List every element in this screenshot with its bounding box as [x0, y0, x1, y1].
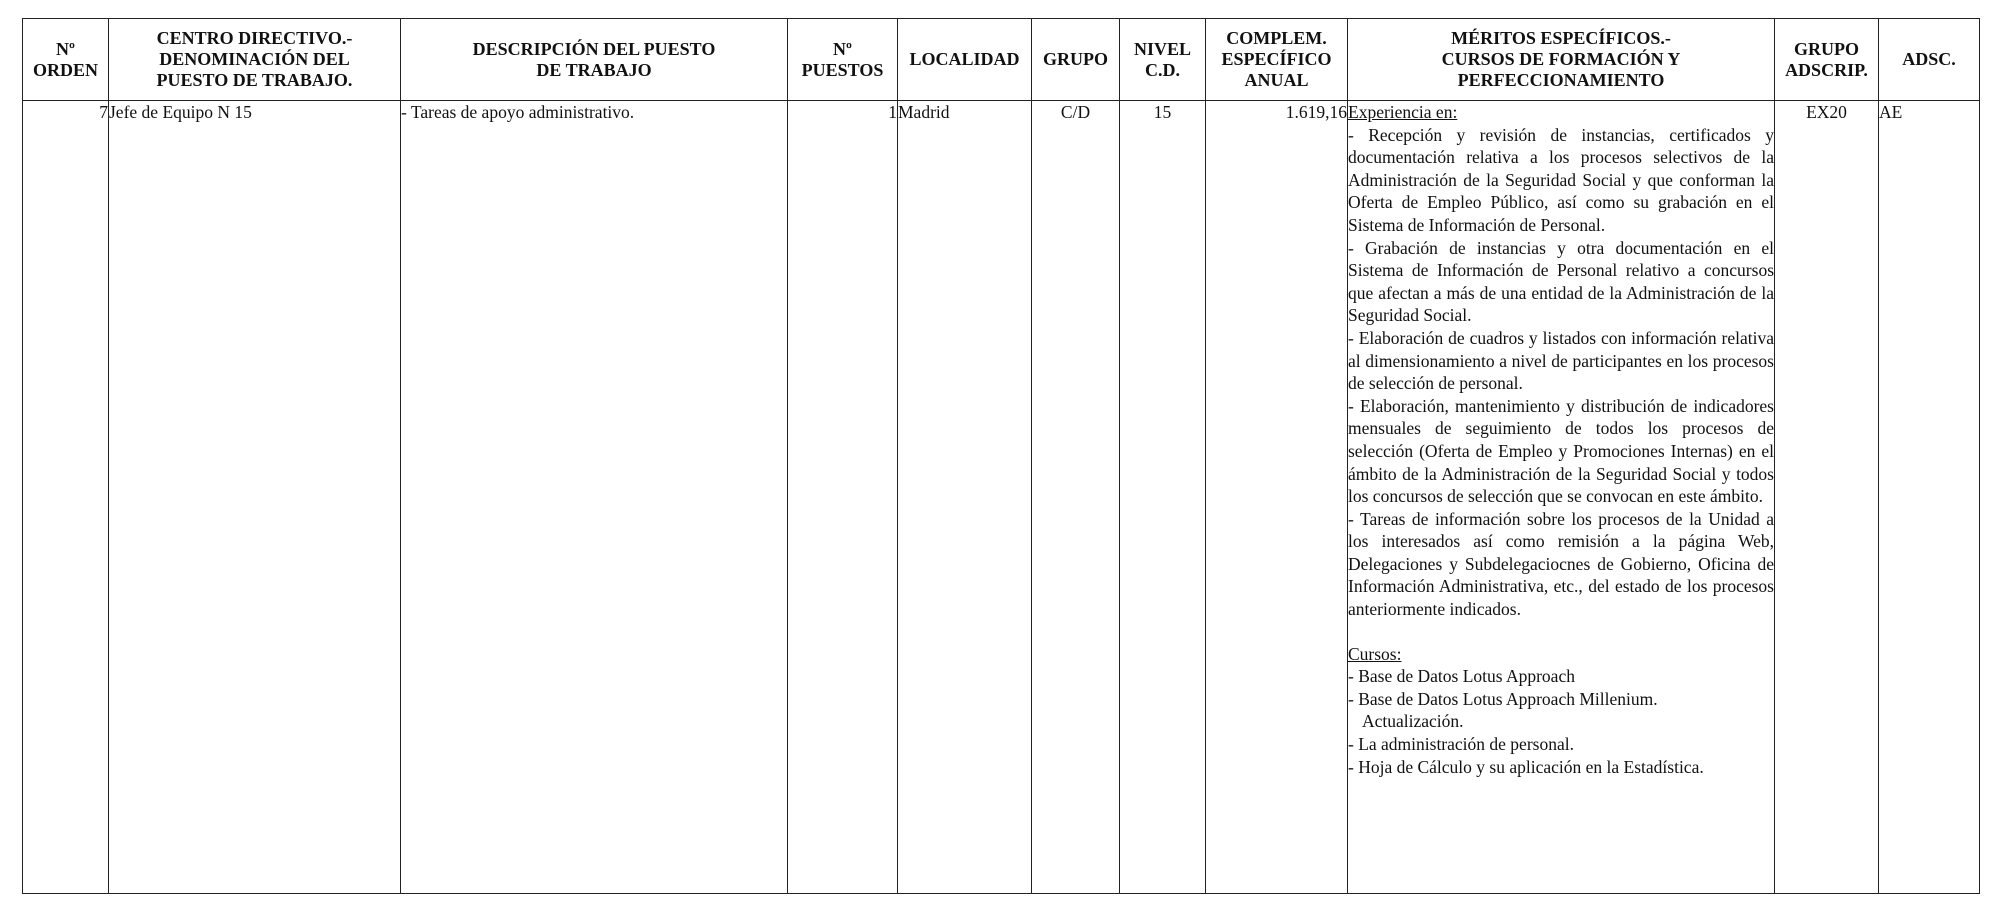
cell-grupo-adscrip: EX20 [1775, 101, 1879, 894]
cell-centro: Jefe de Equipo N 15 [109, 101, 401, 894]
curso-item [1348, 756, 1774, 779]
header-orden [23, 19, 109, 101]
header-line: ADSCRIP. [1785, 59, 1868, 80]
cursos-section [1348, 643, 1774, 779]
header-line: COMPLEM. [1226, 28, 1327, 48]
header-line: GRUPO [1043, 49, 1108, 69]
header-line: PUESTOS [801, 59, 884, 80]
experiencia-item: - Tareas de información sobre los procesos de la Unidad a los interesados así como remisión a la página Web, Delegaciones y Subdelegaciocnes de Gobierno, Oficina de Información Administrativa, etc., del estado de los procesos anteriormente indicados. [1348, 508, 1774, 620]
experiencia-title: Experiencia en: [1348, 102, 1458, 122]
header-line: DESCRIPCIÓN DEL PUESTO [472, 38, 716, 59]
header-line: CURSOS DE FORMACIÓN Y [1441, 49, 1681, 69]
experiencia-item: - Recepción y revisión de instancias, certificados y documentación relativa a los procesos selectivos de la Administración de la Seguridad Social y que conforman la Oferta de Empleo Público, así como su grabación en el Sistema de Información de Personal. [1348, 124, 1774, 235]
header-line: MÉRITOS ESPECÍFICOS.- [1451, 28, 1671, 48]
cell-complemento: 1.619,16 [1206, 101, 1348, 894]
header-line: CENTRO DIRECTIVO.- [156, 28, 353, 48]
curso-item [1348, 665, 1774, 688]
cell-puestos: 1 [788, 101, 898, 894]
curso-line: - Base de Datos Lotus Approach Millenium. [1348, 688, 1658, 709]
cell-meritos [1348, 101, 1775, 894]
experiencia-item: - Elaboración de cuadros y listados con información relativa al dimensionamiento a nivel de participantes en los procesos de selección de personal. [1348, 327, 1774, 394]
job-positions-table [22, 18, 1980, 894]
cell-orden: 7 [23, 101, 109, 894]
header-descripcion [401, 19, 788, 101]
header-complemento [1206, 19, 1348, 101]
header-puestos [788, 19, 898, 101]
curso-continuation: Actualización. [1362, 711, 1464, 732]
experiencia-item: - Grabación de instancias y otra documentación en el Sistema de Información de Personal relativo a concursos que afectan a más de una entidad de la Administración de la Seguridad Social. [1348, 237, 1774, 326]
header-line: DENOMINACIÓN DEL [159, 49, 350, 69]
header-line: PUESTO DE TRABAJO. [156, 70, 353, 90]
header-line: DE TRABAJO [536, 59, 652, 80]
header-line: PERFECCIONAMIENTO [1457, 70, 1665, 90]
header-line: ORDEN [32, 59, 98, 80]
header-grupo-adscrip [1775, 19, 1879, 101]
header-centro [109, 19, 401, 101]
table-row [23, 101, 1980, 894]
header-meritos [1348, 19, 1775, 101]
header-line: ADSC. [1902, 49, 1956, 69]
header-row [23, 19, 1980, 101]
cell-localidad: Madrid [898, 101, 1032, 894]
header-line: ANUAL [1244, 70, 1309, 90]
header-line: LOCALIDAD [909, 49, 1020, 69]
header-line: GRUPO [1794, 38, 1859, 59]
cursos-title: Cursos: [1348, 643, 1402, 664]
curso-item [1348, 733, 1774, 756]
cell-grupo: C/D [1032, 101, 1120, 894]
header-localidad [898, 19, 1032, 101]
cell-adsc: AE [1879, 101, 1980, 894]
header-line: ESPECÍFICO [1221, 49, 1332, 69]
header-line: NIVEL [1133, 38, 1191, 59]
header-line: Nº [833, 38, 852, 59]
cell-nivel: 15 [1120, 101, 1206, 894]
header-line: Nº [56, 38, 75, 59]
header-adsc [1879, 19, 1980, 101]
experiencia-item: - Elaboración, mantenimiento y distribución de indicadores mensuales de seguimiento de todos los procesos de selección (Oferta de Empleo y Promociones Internas) en el ámbito de la Administración de la Seguridad Social y todos los concursos de selección que se convocan en este ámbito. [1348, 395, 1774, 507]
curso-line: - Hoja de Cálculo y su aplicación en la Estadística. [1348, 756, 1704, 777]
curso-line: - Base de Datos Lotus Approach [1348, 666, 1575, 687]
cell-descripcion: - Tareas de apoyo administrativo. [401, 101, 788, 894]
header-line: C.D. [1145, 59, 1180, 80]
curso-item [1348, 688, 1774, 733]
header-grupo [1032, 19, 1120, 101]
header-nivel [1120, 19, 1206, 101]
curso-line: - La administración de personal. [1348, 734, 1574, 755]
